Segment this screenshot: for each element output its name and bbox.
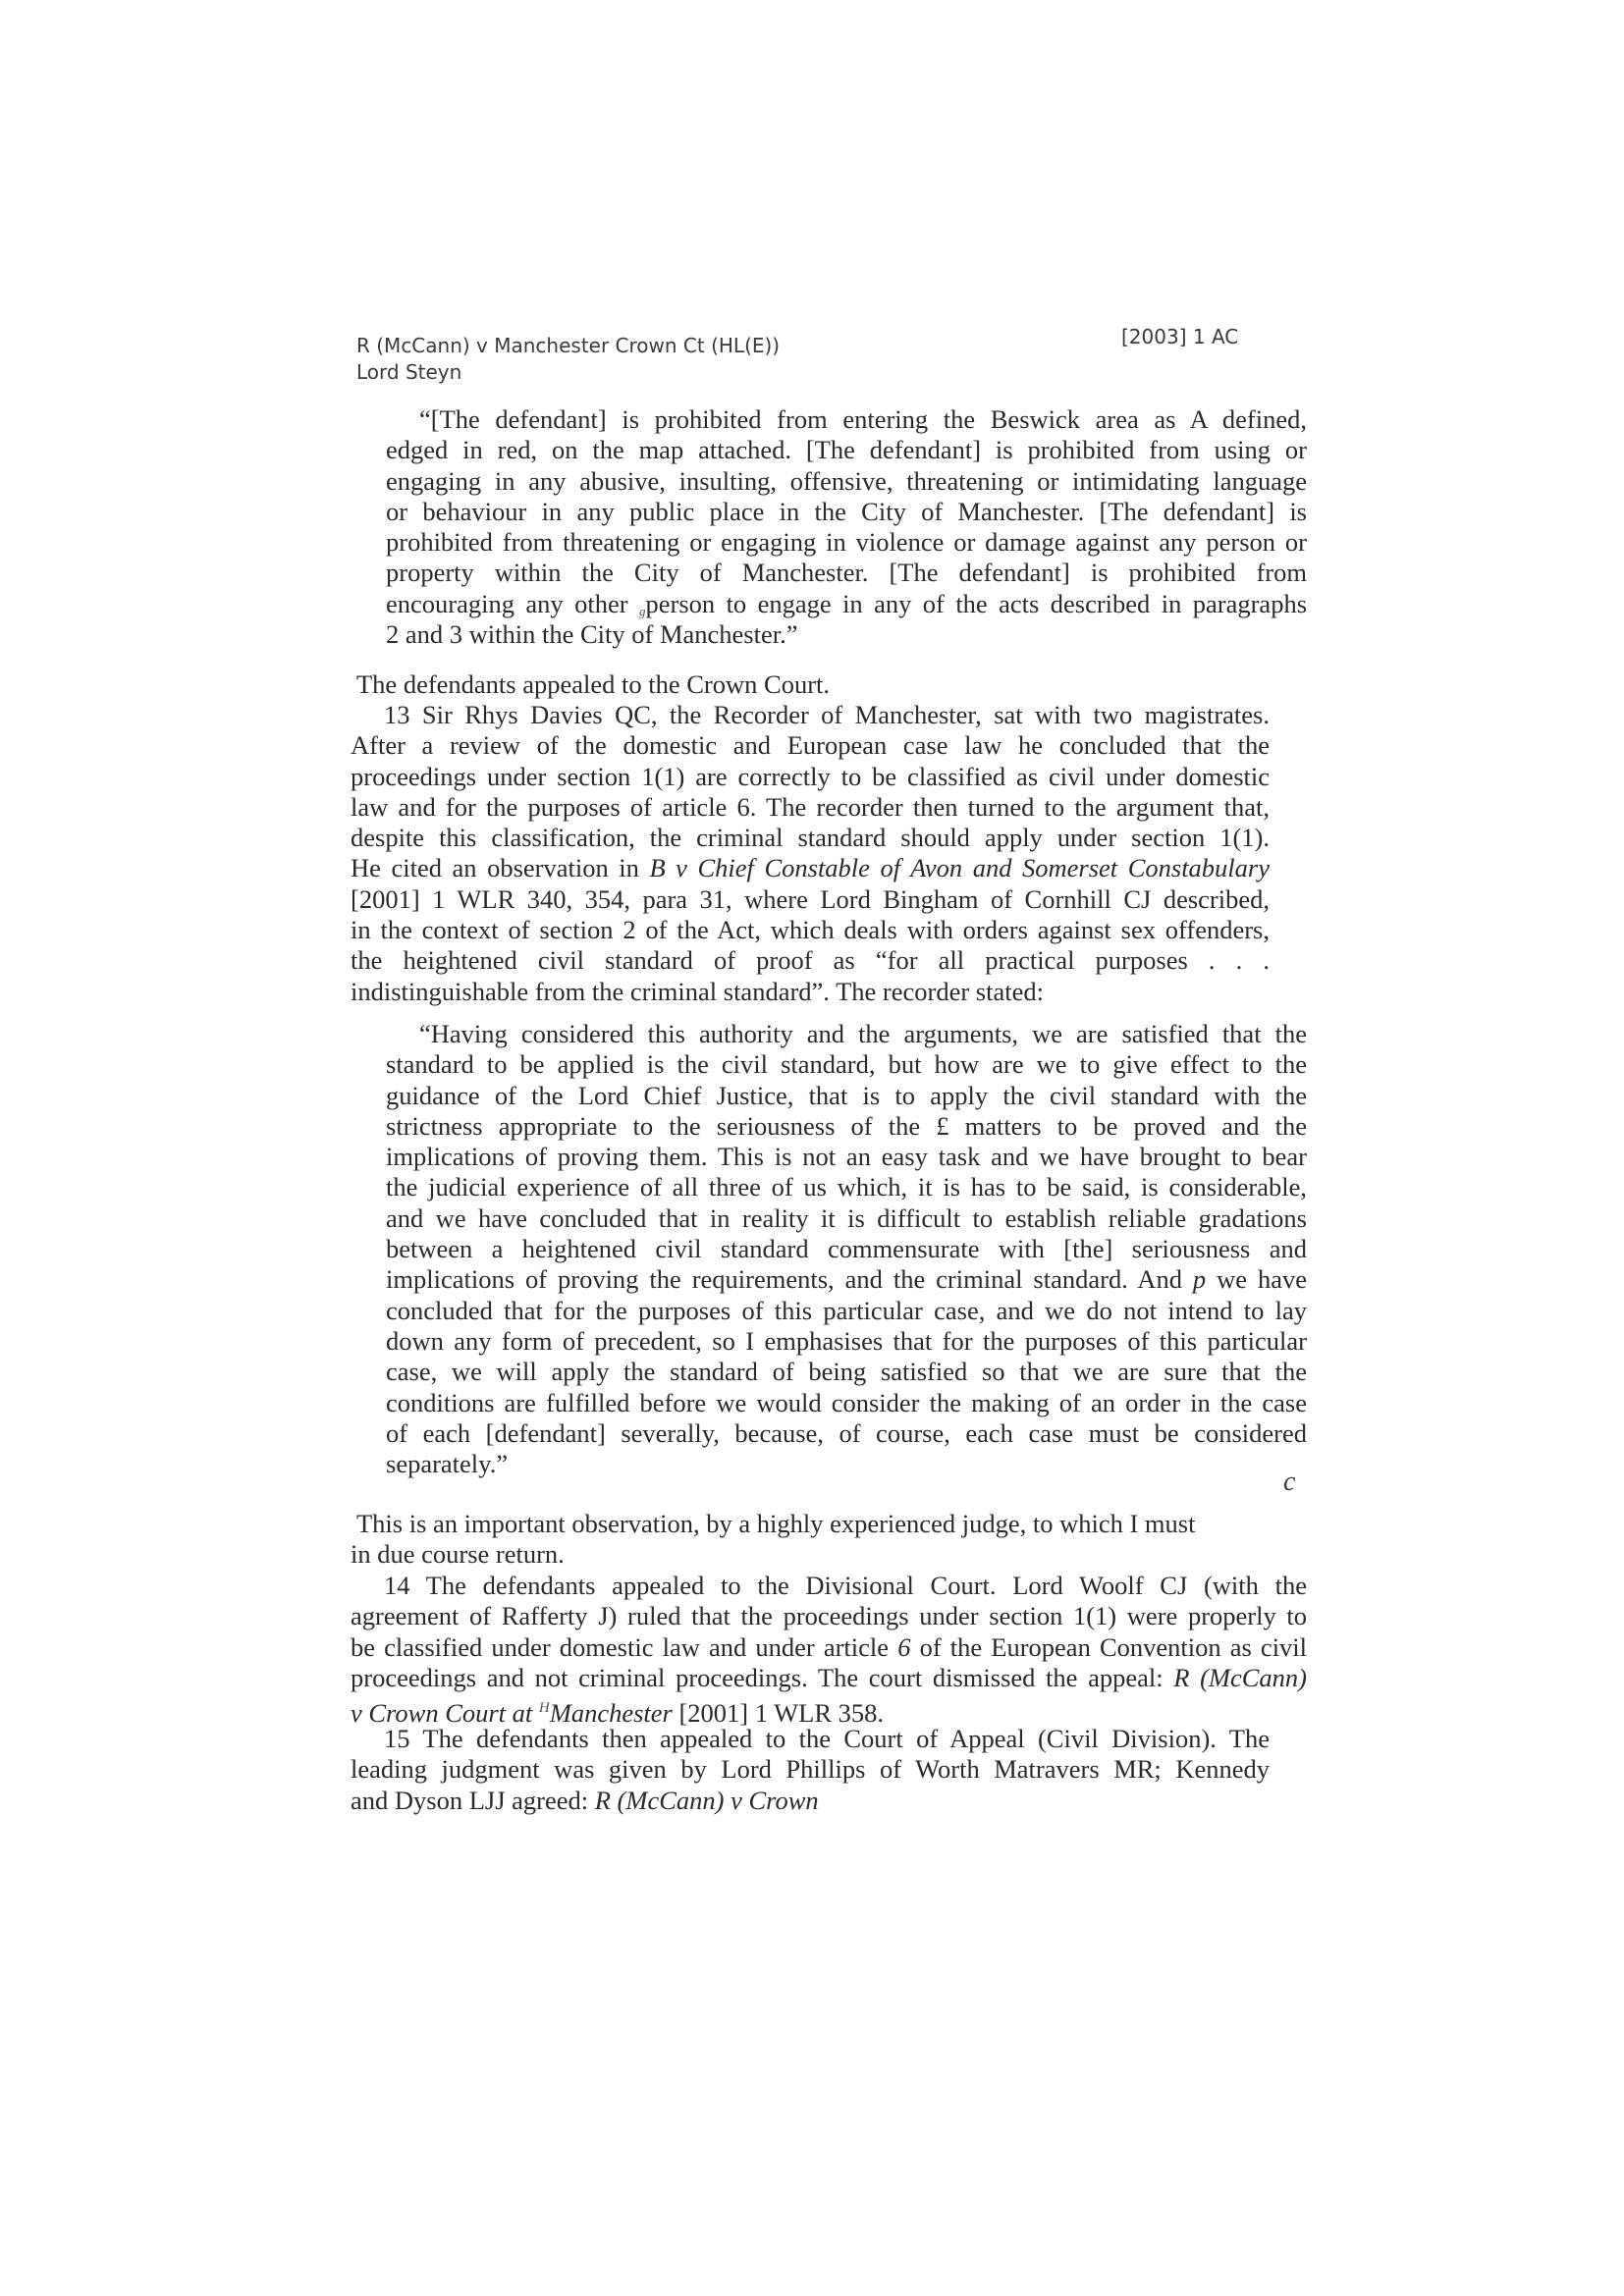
paragraph-14 — [351, 1571, 1308, 1729]
text-run: person to engage in any of the acts described in paragraphs — [645, 588, 1308, 618]
case-name: B v Chief Constable of Avon and Somerset Constabulary — [649, 853, 1270, 883]
text-line: case, we will apply the standard of being satisfied so that we are sure that the — [386, 1357, 1307, 1387]
text-line — [351, 1632, 1307, 1663]
text-line — [351, 1693, 1307, 1729]
margin-letter: g — [638, 603, 646, 618]
text-line: agreement of Rafferty J) ruled that the proceedings under section 1(1) were properly to — [351, 1601, 1307, 1631]
text-line: This is an important observation, by a highly experienced judge, to which I must — [356, 1509, 1196, 1538]
text-line: standard to be applied is the civil standard, but how are we to give effect to the — [386, 1049, 1307, 1080]
text-line — [386, 1264, 1307, 1295]
text-line: strictness appropriate to the seriousness of the £ matters to be proved and the — [386, 1110, 1307, 1141]
article-number: 6 — [897, 1631, 911, 1662]
text-line: leading judgment was given by Lord Phillips of Worth Matravers MR; Kennedy — [351, 1754, 1270, 1785]
text-line: conditions are fulfilled before we would consider the making of an order in the case — [386, 1387, 1307, 1417]
text-line: 2 and 3 within the City of Manchester.” — [386, 619, 798, 650]
text-line: the judicial experience of all three of us which, it is has to be said, is considerable, — [386, 1172, 1307, 1202]
text-line: 13 Sir Rhys Davies QC, the Recorder of Manchester, sat with two magistrates. — [384, 700, 1270, 729]
margin-letter: H — [538, 1700, 550, 1717]
text-line — [351, 853, 1270, 883]
text-run: implications of proving the requirements, and the criminal standard. And — [386, 1264, 1182, 1295]
text-line: law and for the purposes of article 6. The recorder then turned to the argument that, — [351, 791, 1270, 822]
running-header — [356, 333, 780, 386]
paragraph-13 — [351, 700, 1270, 1007]
text-line — [351, 1663, 1307, 1693]
text-line — [386, 589, 1307, 619]
appeal-paragraph — [356, 669, 1275, 700]
text-run: [2001] 1 WLR 358. — [678, 1698, 885, 1729]
text-line: or behaviour in any public place in the City of Manchester. [The defendant] is — [386, 496, 1307, 526]
text-line: the heightened civil standard of proof as “for all practical purposes . . . — [351, 945, 1270, 976]
text-run: of the European Convention as civil — [919, 1631, 1308, 1662]
judge-name: Lord Steyn — [356, 360, 462, 384]
text-line: “[The defendant] is prohibited from entering the Beswick area as A defined, — [419, 404, 1307, 434]
text-line: down any form of precedent, so I emphasises that for the purposes of this particular — [386, 1325, 1307, 1356]
case-title: R (McCann) v Manchester Crown Ct (HL(E)) — [356, 334, 781, 357]
text-run: be classified under domestic law and under article — [351, 1631, 890, 1662]
text-run: we have — [1217, 1264, 1307, 1295]
case-name: Manchester — [549, 1698, 673, 1729]
text-line: of each [defendant] severally, because, of course, each case must be considered — [386, 1417, 1307, 1448]
text-line: After a review of the domestic and European case law he concluded that the — [351, 730, 1270, 761]
report-citation: [2003] 1 AC — [1121, 325, 1239, 348]
case-name: R (McCann) — [1173, 1662, 1308, 1692]
text-line: implications of proving them. This is not an easy task and we have brought to bear — [386, 1142, 1307, 1172]
text-line: indistinguishable from the criminal standard”. The recorder stated: — [351, 976, 1044, 1006]
text-line — [351, 1786, 1270, 1816]
text-run: He cited an observation in — [351, 853, 639, 883]
text-line: concluded that for the purposes of this particular case, and we do not intend to lay — [386, 1295, 1307, 1325]
observation-paragraph — [351, 1509, 1270, 1571]
text-line: in due course return. — [351, 1539, 565, 1570]
case-name: R (McCann) v Crown — [594, 1785, 819, 1815]
text-run: and Dyson LJJ agreed: — [351, 1785, 589, 1815]
text-line: engaging in any abusive, insulting, offensive, threatening or intimidating language — [386, 465, 1307, 496]
text-line: 14 The defendants appealed to the Divisional Court. Lord Woolf CJ (with the — [384, 1571, 1307, 1600]
case-name: v Crown Court at — [351, 1698, 533, 1729]
margin-letter-c: c — [1283, 1467, 1296, 1497]
margin-letter: p — [1192, 1264, 1207, 1295]
text-line: and we have concluded that in reality it is difficult to establish reliable gradations — [386, 1202, 1307, 1233]
text-run: encouraging any other — [386, 588, 628, 618]
text-line: prohibited from threatening or engaging in violence or damage against any person or — [386, 527, 1307, 558]
text-line: The defendants appealed to the Crown Court. — [356, 669, 831, 699]
text-line: edged in red, on the map attached. [The defendant] is prohibited from using or — [386, 435, 1307, 465]
text-line: [2001] 1 WLR 340, 354, para 31, where Lord Bingham of Cornhill CJ described, — [351, 883, 1270, 914]
recorder-quote — [386, 1019, 1307, 1479]
text-line: 15 The defendants then appealed to the Court of Appeal (Civil Division). The — [384, 1724, 1270, 1753]
text-line: despite this classification, the criminal standard should apply under section 1(1). — [351, 823, 1270, 853]
paragraph-15 — [351, 1724, 1270, 1816]
order-quote — [386, 404, 1307, 650]
text-line: in the context of section 2 of the Act, which deals with orders against sex offenders, — [351, 915, 1270, 945]
text-run: proceedings and not criminal proceedings. The court dismissed the appeal: — [351, 1662, 1164, 1692]
text-line: property within the City of Manchester. [The defendant] is prohibited from — [386, 558, 1307, 588]
text-line: guidance of the Lord Chief Justice, that is to apply the civil standard with the — [386, 1080, 1307, 1110]
text-line: separately.” — [386, 1449, 509, 1479]
text-line: between a heightened civil standard commensurate with [the] seriousness and — [386, 1234, 1307, 1264]
text-line: proceedings under section 1(1) are correctly to be classified as civil under domestic — [351, 761, 1270, 791]
text-line: “Having considered this authority and the arguments, we are satisfied that the — [419, 1019, 1307, 1048]
